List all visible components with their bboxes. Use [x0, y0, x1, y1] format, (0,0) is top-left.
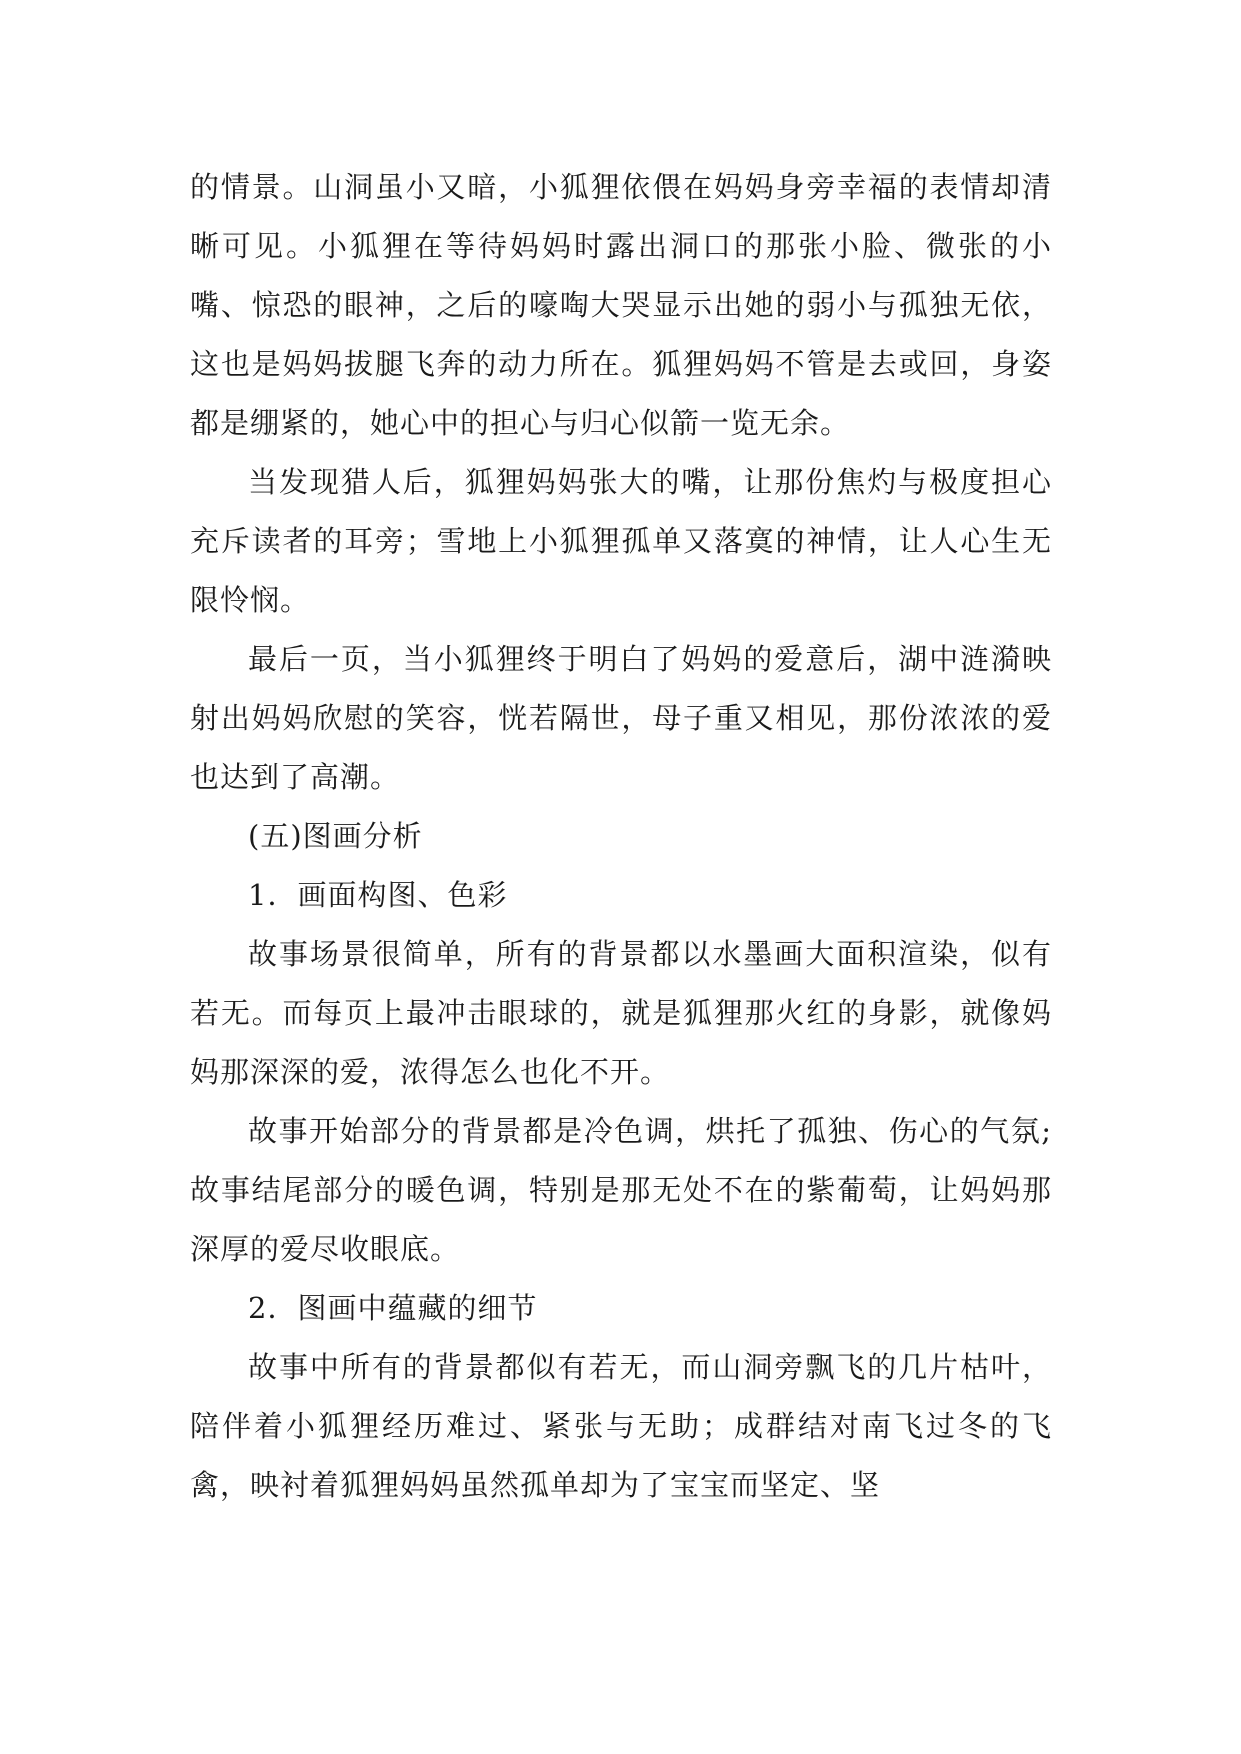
paragraph-color-tone: 故事开始部分的背景都是冷色调，烘托了孤独、伤心的气氛;故事结尾部分的暖色调，特别是那无处不在的紫葡萄，让妈妈那深厚的爱尽收眼底。 [190, 1114, 1052, 1266]
subheading-composition-color: 1．画面构图、色彩 [248, 878, 508, 912]
section-heading-image-analysis: (五)图画分析 [248, 819, 423, 853]
paragraph-continuation: 的情景。山洞虽小又暗，小狐狸依偎在妈妈身旁幸福的表情却清晰可见。小狐狸在等待妈妈时露出洞口的那张小脸、微张的小嘴、惊恐的眼神，之后的嚎啕大哭显示出她的弱小与孤独无依，这也是妈妈拔腿飞奔的动力所在。狐狸妈妈不管是去或回，身姿都是绷紧的，她心中的担心与归心似箭一览无余。 [190, 170, 1052, 440]
document-body [190, 158, 1052, 1515]
paragraph-last-page: 最后一页，当小狐狸终于明白了妈妈的爱意后，湖中涟漪映射出妈妈欣慰的笑容，恍若隔世，母子重又相见，那份浓浓的爱也达到了高潮。 [190, 642, 1052, 794]
paragraph-hunter: 当发现猎人后，狐狸妈妈张大的嘴，让那份焦灼与极度担心充斥读者的耳旁；雪地上小狐狸孤单又落寞的神情，让人心生无限怜悯。 [190, 465, 1052, 617]
subheading-details: 2．图画中蕴藏的细节 [248, 1291, 538, 1325]
paragraph-details: 故事中所有的背景都似有若无，而山洞旁飘飞的几片枯叶，陪伴着小狐狸经历难过、紧张与无助；成群结对南飞过冬的飞禽，映衬着狐狸妈妈虽然孤单却为了宝宝而坚定、坚 [190, 1350, 1052, 1502]
paragraph-scene: 故事场景很简单，所有的背景都以水墨画大面积渲染，似有若无。而每页上最冲击眼球的，就是狐狸那火红的身影，就像妈妈那深深的爱，浓得怎么也化不开。 [190, 937, 1052, 1089]
